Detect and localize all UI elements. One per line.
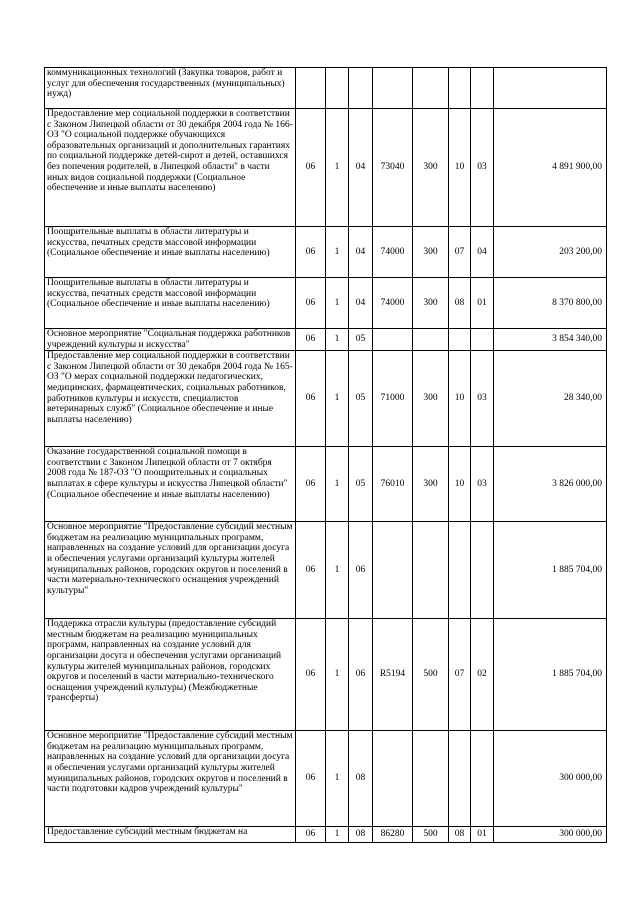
amount: 3 826 000,00 [494, 447, 607, 522]
subprogram-code: 05 [349, 329, 373, 351]
table-row [45, 827, 607, 843]
amount: 4 891 900,00 [494, 109, 607, 227]
subprogram-code: 04 [349, 278, 373, 329]
item-name: Предоставление субсидий местным бюджетам на [45, 827, 296, 843]
item-name: Поощрительные выплаты в области литературы и искусства, печатных средств массовой информации (Социальное обеспечение и иные выплаты населению) [45, 227, 296, 278]
program-code: 1 [326, 447, 349, 522]
subchapter-code: 03 [471, 447, 494, 522]
section-code [296, 68, 326, 109]
program-code: 1 [326, 827, 349, 843]
subprogram-code: 06 [349, 522, 373, 619]
amount: 3 854 340,00 [494, 329, 607, 351]
chapter-code [449, 329, 471, 351]
chapter-code: 08 [449, 827, 471, 843]
item-name: Предоставление мер социальной поддержки в соответствии с Законом Липецкой области от 30 декабря 2004 года № 166-ОЗ "О социальной поддержке обучающихся образовательных организаций и дополнительных гарантиях по социальной поддержке детей-сирот и детей, оставшихся без попечения родителей, в Липецкой области" в части иных видов социальной поддержки (Социальное обеспечение и иные выплаты населению) [45, 109, 296, 227]
subchapter-code [471, 522, 494, 619]
program-code: 1 [326, 619, 349, 731]
target-code: 74000 [373, 227, 413, 278]
section-code: 06 [296, 827, 326, 843]
subchapter-code [471, 329, 494, 351]
section-code: 06 [296, 278, 326, 329]
subchapter-code: 02 [471, 619, 494, 731]
amount [494, 68, 607, 109]
expense-type: 300 [413, 109, 449, 227]
program-code: 1 [326, 351, 349, 447]
expense-type: 300 [413, 447, 449, 522]
expense-type [413, 329, 449, 351]
chapter-code: 08 [449, 278, 471, 329]
target-code: 76010 [373, 447, 413, 522]
chapter-code [449, 68, 471, 109]
subchapter-code: 01 [471, 827, 494, 843]
chapter-code: 10 [449, 447, 471, 522]
budget-table [44, 67, 607, 843]
subprogram-code [349, 68, 373, 109]
expense-type: 500 [413, 619, 449, 731]
subprogram-code: 04 [349, 227, 373, 278]
section-code: 06 [296, 731, 326, 827]
chapter-code: 07 [449, 619, 471, 731]
section-code: 06 [296, 619, 326, 731]
amount: 1 885 704,00 [494, 522, 607, 619]
amount: 300 000,00 [494, 827, 607, 843]
program-code: 1 [326, 109, 349, 227]
expense-type [413, 68, 449, 109]
table-row [45, 351, 607, 447]
item-name: Основное мероприятие "Социальная поддержка работников учреждений культуры и искусства" [45, 329, 296, 351]
expense-type: 300 [413, 227, 449, 278]
program-code [326, 68, 349, 109]
table-row [45, 731, 607, 827]
target-code: 74000 [373, 278, 413, 329]
target-code [373, 329, 413, 351]
expense-type: 300 [413, 278, 449, 329]
subchapter-code: 03 [471, 109, 494, 227]
subchapter-code [471, 68, 494, 109]
chapter-code [449, 731, 471, 827]
section-code: 06 [296, 447, 326, 522]
amount: 300 000,00 [494, 731, 607, 827]
program-code: 1 [326, 329, 349, 351]
subchapter-code: 01 [471, 278, 494, 329]
amount: 8 370 800,00 [494, 278, 607, 329]
item-name: Оказание государственной социальной помощи в соответствии с Законом Липецкой области от 7 октября 2008 года № 187-ОЗ "О поощрительных и социальных выплатах в сфере культуры и искусства Липецкой области" (Социальное обеспечение и иные выплаты населению) [45, 447, 296, 522]
chapter-code: 07 [449, 227, 471, 278]
target-code: 73040 [373, 109, 413, 227]
section-code: 06 [296, 109, 326, 227]
item-name: Поддержка отрасли культуры (предоставление субсидий местным бюджетам на реализацию муниципальных программ, направленных на создание условий для организации досуга и обеспечения услугами организаций культуры жителей муниципальных районов, городских округов и поселений в части материально-технического оснащения учреждений культуры) (Межбюджетные трансферты) [45, 619, 296, 731]
table-row [45, 447, 607, 522]
target-code: 86280 [373, 827, 413, 843]
item-name: Основное мероприятие "Предоставление субсидий местным бюджетам на реализацию муниципальных программ, направленных на создание условий для организации досуга и обеспечения услугами организаций культуры жителей муниципальных районов, городских округов и поселений в части материально-технического оснащения учреждений культуры" [45, 522, 296, 619]
subprogram-code: 04 [349, 109, 373, 227]
target-code: R5194 [373, 619, 413, 731]
subprogram-code: 08 [349, 827, 373, 843]
target-code [373, 522, 413, 619]
chapter-code [449, 522, 471, 619]
table-row [45, 227, 607, 278]
expense-type: 300 [413, 351, 449, 447]
amount: 203 200,00 [494, 227, 607, 278]
amount: 1 885 704,00 [494, 619, 607, 731]
chapter-code: 10 [449, 351, 471, 447]
section-code: 06 [296, 227, 326, 278]
subchapter-code: 04 [471, 227, 494, 278]
expense-type: 500 [413, 827, 449, 843]
subchapter-code [471, 731, 494, 827]
target-code [373, 68, 413, 109]
table-row [45, 329, 607, 351]
item-name: коммуникационных технологий (Закупка товаров, работ и услуг для обеспечения государственных (муниципальных) нужд) [45, 68, 296, 109]
section-code: 06 [296, 522, 326, 619]
expense-type [413, 731, 449, 827]
table-row [45, 522, 607, 619]
item-name: Предоставление мер социальной поддержки в соответствии с Законом Липецкой области от 30 декабря 2004 года № 165-ОЗ "О мерах социальной поддержки педагогических, медицинских, фармацевтических, социальных работников, работников культуры и искусств, специалистов ветеринарных служб" (Социальное обеспечение и иные выплаты населению) [45, 351, 296, 447]
amount: 28 340,00 [494, 351, 607, 447]
program-code: 1 [326, 731, 349, 827]
subprogram-code: 05 [349, 447, 373, 522]
item-name: Основное мероприятие "Предоставление субсидий местным бюджетам на реализацию муниципальных программ, направленных на создание условий для организации досуга и обеспечения услугами организаций культуры жителей муниципальных районов, городских округов и поселений в части подготовки кадров учреждений культуры" [45, 731, 296, 827]
section-code: 06 [296, 351, 326, 447]
program-code: 1 [326, 227, 349, 278]
chapter-code: 10 [449, 109, 471, 227]
expense-type [413, 522, 449, 619]
section-code: 06 [296, 329, 326, 351]
target-code: 71000 [373, 351, 413, 447]
subchapter-code: 03 [471, 351, 494, 447]
subprogram-code: 05 [349, 351, 373, 447]
table-row [45, 278, 607, 329]
subprogram-code: 06 [349, 619, 373, 731]
table-row [45, 109, 607, 227]
subprogram-code: 08 [349, 731, 373, 827]
item-name: Поощрительные выплаты в области литературы и искусства, печатных средств массовой информации (Социальное обеспечение и иные выплаты населению) [45, 278, 296, 329]
program-code: 1 [326, 278, 349, 329]
table-row [45, 619, 607, 731]
target-code [373, 731, 413, 827]
table-row [45, 68, 607, 109]
program-code: 1 [326, 522, 349, 619]
